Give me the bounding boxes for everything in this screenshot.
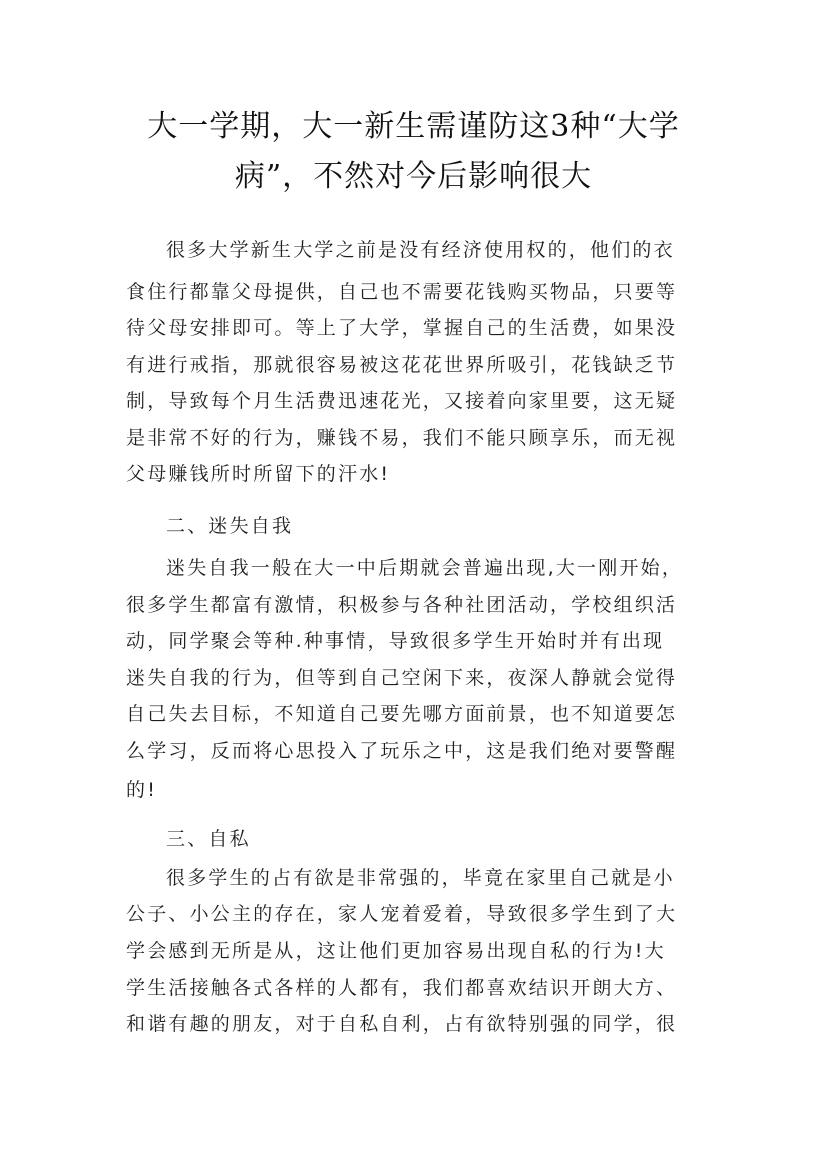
paragraph-line: 么学习，反而将心思投入了玩乐之中，这是我们绝对要警醒: [126, 740, 678, 762]
paragraph-line: 的!: [126, 779, 158, 801]
paragraph-line: 动，同学聚会等种.种事情，导致很多学生开始时并有出现: [126, 630, 665, 652]
paragraph-line: 学生活接触各式各样的人都有，我们都喜欢结识开朗大方、: [126, 977, 678, 999]
paragraph-line: 自己失去目标，不知道自己要先哪方面前景，也不知道要怎: [126, 703, 678, 725]
title-line: 病”，不然对今后影响很大: [234, 159, 593, 194]
document-title: [110, 102, 717, 202]
paragraph-line: 很多学生都富有激情，积极参与各种社团活动，学校组织活: [126, 594, 678, 616]
paragraph-line: 有进行戒指，那就很容易被这花花世界所吸引，花钱缺乏节: [126, 354, 678, 376]
section-heading: 二、迷失自我: [166, 515, 294, 537]
paragraph-line: 制，导致每个月生活费迅速花光，又接着向家里要，这无疑: [126, 390, 678, 412]
paragraph-line: 迷失自我一般在大一中后期就会普遍出现,大一刚开始，: [166, 557, 684, 579]
paragraph-line: 很多学生的占有欲是非常强的，毕竟在家里自己就是小: [166, 867, 675, 889]
paragraph-line: 是非常不好的行为，赚钱不易，我们不能只顾享乐，而无视: [126, 427, 678, 449]
paragraph-line: 待父母安排即可。等上了大学，掌握自己的生活费，如果没: [126, 317, 678, 339]
paragraph-line: 迷失自我的行为，但等到自己空闲下来，夜深人静就会觉得: [126, 667, 678, 689]
paragraph-line: 公子、小公主的存在，家人宠着爱着，导致很多学生到了大: [126, 903, 678, 925]
paragraph-line: 很多大学新生大学之前是没有经济使用权的，他们的衣: [166, 239, 675, 261]
paragraph-line: 学会感到无所是从，这让他们更加容易出现自私的行为!大: [126, 940, 666, 962]
paragraph-line: 和谐有趣的朋友，对于自私自利，占有欲特别强的同学，很: [126, 1013, 678, 1035]
section-heading: 三、自私: [166, 828, 251, 850]
paragraph-line: 食住行都靠父母提供，自己也不需要花钱购买物品，只要等: [126, 281, 678, 303]
title-line: 大一学期，大一新生需谨防这3种“大学: [147, 109, 680, 144]
paragraph-line: 父母赚钱所时所留下的汗水!: [126, 463, 391, 485]
